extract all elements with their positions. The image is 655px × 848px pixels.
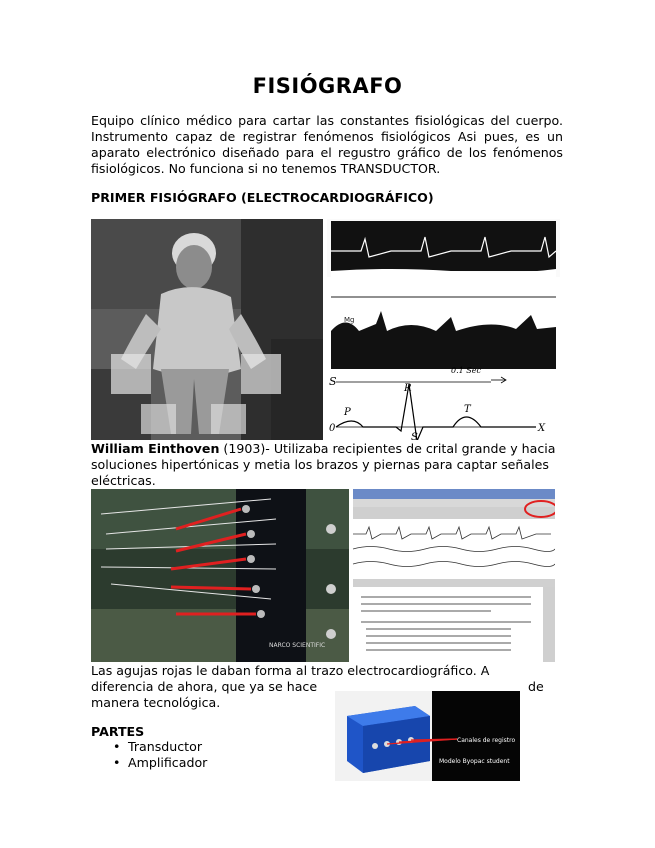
partes-list xyxy=(91,739,207,771)
page-title: FISIÓGRAFO xyxy=(252,74,403,98)
agujas-line-1: Las agujas rojas le daban forma al trazo electrocardiográfico. A xyxy=(91,663,490,678)
ecg-label-p: P xyxy=(344,407,351,418)
section-heading-primer-fisiografo: PRIMER FISIÓGRAFO (ELECTROCARDIOGRÁFICO) xyxy=(91,190,434,205)
ecg-label-s: S xyxy=(411,432,418,440)
list-item: • Amplificador xyxy=(91,755,207,771)
red-needles-photo xyxy=(91,489,349,662)
einthoven-name: William Einthoven xyxy=(91,441,220,456)
biopac-label-model: Modelo Byopac student xyxy=(439,758,510,765)
biopac-label-channels: Canales de registro xyxy=(457,737,516,744)
ecg-label-t: T xyxy=(464,404,471,415)
partes-heading: PARTES xyxy=(91,724,145,739)
einthoven-figure xyxy=(91,219,560,440)
einthoven-photo xyxy=(91,219,323,440)
einthoven-figure-svg xyxy=(91,219,560,440)
ecg-schematic xyxy=(327,366,560,440)
biopac-figure xyxy=(335,691,520,781)
needles-figure xyxy=(91,489,555,662)
ecg-label-x: X xyxy=(538,423,546,434)
einthoven-text: (1903)- Utilizaba recipientes de crital grande y hacia soluciones hipertónicas y metia los brazos y piernas para captar señales eléctricas. xyxy=(91,441,556,488)
device-label: NARCO SCIENTIFIC xyxy=(269,642,326,649)
ecg-label-r: R xyxy=(404,383,412,394)
needles-figure-svg xyxy=(91,489,555,662)
ecg-label-o: 0 xyxy=(329,423,336,434)
ecg-trace-top xyxy=(327,219,560,277)
intro-paragraph: Equipo clínico médico para cartar las constantes fisiológicas del cuerpo. Instrumento capaz de registrar fenómenos fisiológicos Asi pues, es un aparato electrónico diseñado para el regustro gráfico de los fenómenos fisiológicos. No funciona si no tenemos TRANSDUCTOR. xyxy=(91,113,563,176)
software-screenshot xyxy=(353,489,555,662)
ecg-label-s-axis: S xyxy=(329,375,337,388)
agujas-line-2-right: de xyxy=(528,679,544,694)
list-item: • Transductor xyxy=(91,739,207,755)
agujas-line-2-left: diferencia de ahora, que ya se hace xyxy=(91,679,318,694)
ecg-trace-middle xyxy=(327,279,560,369)
ecg-label-sec: 0.1 Sec xyxy=(451,366,481,375)
ecg-label-mg: Mg xyxy=(344,316,355,324)
agujas-line-3: manera tecnológica. xyxy=(91,695,221,710)
einthoven-paragraph xyxy=(91,441,563,489)
biopac-figure-svg xyxy=(335,691,520,781)
